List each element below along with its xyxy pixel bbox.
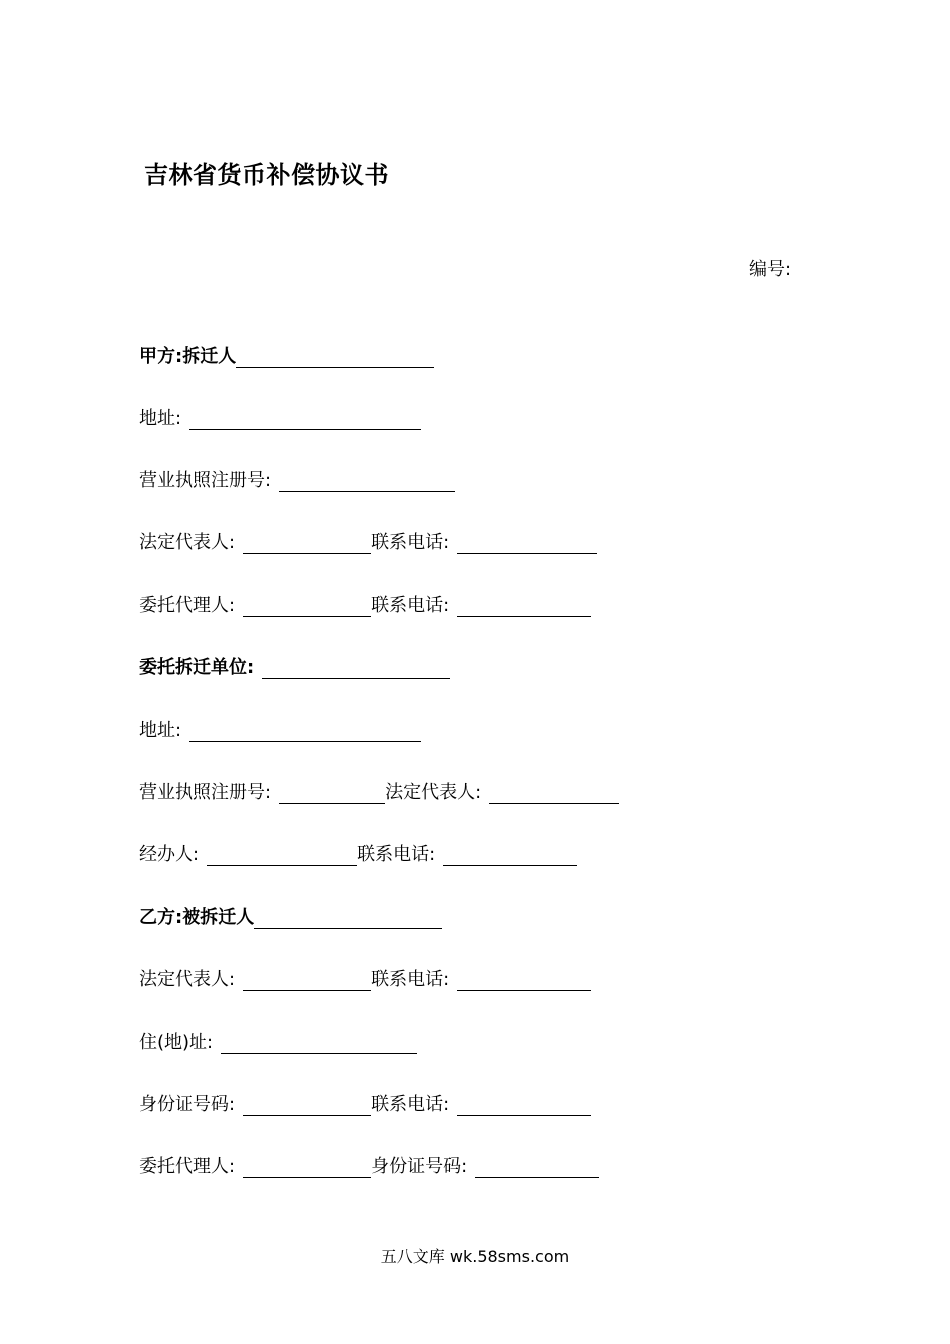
entrusted-unit-heading: 委托拆迁单位: [139,657,255,678]
party-b-legal-rep-field[interactable] [243,966,371,991]
party-b-residence-label: 住(地)址: [139,1032,214,1053]
party-a-agent-row [139,591,591,617]
party-b-residence-field[interactable] [221,1029,417,1054]
entrusted-unit-row [139,653,450,679]
party-b-agent-id-label: 身份证号码: [371,1156,468,1177]
party-b-id-phone-field[interactable] [457,1091,591,1116]
party-a-agent-label: 委托代理人: [139,595,236,616]
party-a-legal-rep-label: 法定代表人: [139,532,236,553]
entrusted-unit-license-label: 营业执照注册号: [139,782,272,803]
entrusted-unit-legal-rep-field[interactable] [489,779,619,804]
party-a-heading: 甲方:拆迁人 [139,346,237,367]
party-b-phone-field[interactable] [457,966,591,991]
document-title: 吉林省货币补偿协议书 [144,161,389,189]
party-b-agent-id-field[interactable] [475,1153,599,1178]
party-a-row [139,342,434,368]
party-b-row [139,903,442,929]
party-b-legal-rep-label: 法定代表人: [139,969,236,990]
party-a-phone-field[interactable] [457,529,597,554]
entrusted-unit-handler-label: 经办人: [139,844,200,865]
party-b-id-row [139,1090,591,1116]
entrusted-unit-handler-row [139,840,577,866]
party-b-legal-rep-row [139,965,591,991]
footer-source: 五八文库 wk.58sms.com [380,1247,570,1266]
party-a-agent-phone-field[interactable] [457,592,591,617]
entrusted-unit-license-row [139,778,619,804]
party-a-agent-field[interactable] [243,592,371,617]
party-b-agent-row [139,1152,599,1178]
party-b-id-field[interactable] [243,1091,371,1116]
party-a-license-field[interactable] [279,467,455,492]
entrusted-unit-legal-rep-label: 法定代表人: [385,782,482,803]
party-b-name-field[interactable] [254,904,442,929]
party-a-legal-rep-field[interactable] [243,529,371,554]
entrusted-unit-handler-field[interactable] [207,841,357,866]
party-a-license-label: 营业执照注册号: [139,470,272,491]
party-a-license-row [139,466,455,492]
party-b-id-phone-label: 联系电话: [371,1094,450,1115]
party-a-address-row [139,404,421,430]
party-a-phone-label: 联系电话: [371,532,450,553]
entrusted-unit-license-field[interactable] [279,779,385,804]
number-label: 编号: [749,259,792,280]
entrusted-unit-phone-field[interactable] [443,841,577,866]
entrusted-unit-field[interactable] [262,654,450,679]
party-b-residence-row [139,1028,417,1054]
party-a-agent-phone-label: 联系电话: [371,595,450,616]
party-a-address-label: 地址: [139,408,182,429]
party-a-name-field[interactable] [236,343,434,368]
party-b-agent-field[interactable] [243,1153,371,1178]
party-b-heading: 乙方:被拆迁人 [139,907,255,928]
entrusted-unit-phone-label: 联系电话: [357,844,436,865]
entrusted-unit-address-row [139,716,421,742]
party-b-agent-label: 委托代理人: [139,1156,236,1177]
party-b-phone-label: 联系电话: [371,969,450,990]
entrusted-unit-address-label: 地址: [139,720,182,741]
party-a-address-field[interactable] [189,405,421,430]
party-b-id-label: 身份证号码: [139,1094,236,1115]
entrusted-unit-address-field[interactable] [189,717,421,742]
party-a-legal-rep-row [139,528,597,554]
